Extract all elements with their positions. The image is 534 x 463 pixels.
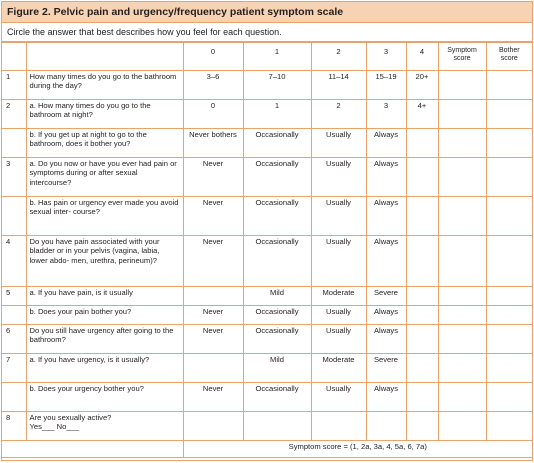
answer-option-4 — [406, 325, 438, 354]
answer-option-3: Always — [366, 197, 406, 236]
answer-option-3: 15–19 — [366, 71, 406, 100]
answer-option-1: Occasionally — [243, 236, 311, 287]
answer-option-2: Usually — [311, 129, 366, 158]
answer-option-1: Occasionally — [243, 325, 311, 354]
answer-option-3: Always — [366, 306, 406, 325]
table-row — [2, 306, 532, 325]
table-row — [2, 383, 532, 412]
answer-option-1: Occasionally — [243, 129, 311, 158]
answer-option-0: Never — [183, 197, 243, 236]
answer-option-2: Usually — [311, 306, 366, 325]
answer-option-3: Severe — [366, 354, 406, 383]
symptom-score-cell — [438, 412, 486, 441]
bother-score-cell — [486, 100, 532, 129]
header-col-2: 2 — [311, 43, 366, 71]
answer-option-1: 1 — [243, 100, 311, 129]
question-text: a. If you have pain, is it usually — [26, 287, 183, 306]
answer-option-0: 3–6 — [183, 71, 243, 100]
header-col-3: 3 — [366, 43, 406, 71]
answer-option-4: 4+ — [406, 100, 438, 129]
answer-option-2: Usually — [311, 383, 366, 412]
answer-option-4 — [406, 287, 438, 306]
table-row — [2, 287, 532, 306]
symptom-score-cell — [438, 236, 486, 287]
item-number — [2, 306, 26, 325]
answer-option-3: Always — [366, 158, 406, 197]
symptom-score-cell — [438, 197, 486, 236]
header-col-1: 1 — [243, 43, 311, 71]
answer-option-0: Never — [183, 306, 243, 325]
answer-option-2: Moderate — [311, 287, 366, 306]
item-number: 7 — [2, 354, 26, 383]
table-row — [2, 129, 532, 158]
answer-option-0: Never — [183, 158, 243, 197]
question-text: b. Has pain or urgency ever made you avoid sexual inter- course? — [26, 197, 183, 236]
symptom-score-cell — [438, 71, 486, 100]
header-col-0: 0 — [183, 43, 243, 71]
item-number: 8 — [2, 412, 26, 441]
bother-score-cell — [486, 287, 532, 306]
answer-option-3: Severe — [366, 287, 406, 306]
table-row — [2, 236, 532, 287]
figure-title: Figure 2. Pelvic pain and urgency/frequency patient symptom scale — [2, 2, 532, 23]
item-number: 5 — [2, 287, 26, 306]
answer-option-1: Mild — [243, 287, 311, 306]
answer-option-0 — [183, 412, 243, 441]
answer-option-2: Usually — [311, 158, 366, 197]
answer-option-1: Mild — [243, 354, 311, 383]
header-col-4: 4 — [406, 43, 438, 71]
symptom-score-cell — [438, 100, 486, 129]
answer-option-0 — [183, 354, 243, 383]
item-number: 4 — [2, 236, 26, 287]
answer-option-1 — [243, 412, 311, 441]
bother-score-cell — [486, 129, 532, 158]
item-number: 3 — [2, 158, 26, 197]
symptom-score-cell — [438, 354, 486, 383]
answer-option-3 — [366, 412, 406, 441]
answer-option-0: Never bothers — [183, 129, 243, 158]
answer-option-4 — [406, 158, 438, 197]
bother-score-cell — [486, 325, 532, 354]
answer-option-3: Always — [366, 129, 406, 158]
answer-option-1: Occasionally — [243, 306, 311, 325]
header-row — [2, 43, 532, 71]
answer-option-3: Always — [366, 383, 406, 412]
answer-option-1: Occasionally — [243, 383, 311, 412]
answer-option-1: Occasionally — [243, 197, 311, 236]
bother-score-cell — [486, 306, 532, 325]
symptom-score-cell — [438, 129, 486, 158]
symptom-score-formula: Symptom score = (1, 2a, 3a, 4, 5a, 6, 7a) — [183, 441, 532, 458]
answer-option-0: Never — [183, 383, 243, 412]
symptom-score-cell — [438, 158, 486, 197]
question-text: a. If you have urgency, is it usually? — [26, 354, 183, 383]
answer-option-4: 20+ — [406, 71, 438, 100]
header-bother-score: Bother score — [486, 43, 532, 71]
question-text: How many times do you go to the bathroom during the day? — [26, 71, 183, 100]
header-symptom-score: Symptom score — [438, 43, 486, 71]
answer-option-2: Usually — [311, 197, 366, 236]
bother-score-cell — [486, 197, 532, 236]
answer-option-2: Usually — [311, 236, 366, 287]
question-text: a. How many times do you go to the bathroom at night? — [26, 100, 183, 129]
table-row — [2, 354, 532, 383]
bother-score-cell — [486, 158, 532, 197]
answer-option-4 — [406, 197, 438, 236]
answer-option-4 — [406, 383, 438, 412]
answer-option-1: 7–10 — [243, 71, 311, 100]
item-number — [2, 129, 26, 158]
symptom-scale-figure — [1, 1, 533, 461]
item-number — [2, 197, 26, 236]
table-row — [2, 412, 532, 441]
bother-score-cell — [486, 354, 532, 383]
answer-option-2: 11–14 — [311, 71, 366, 100]
symptom-score-cell — [438, 287, 486, 306]
header-question-cell — [26, 43, 183, 71]
symptom-score-cell — [438, 325, 486, 354]
answer-option-4 — [406, 129, 438, 158]
answer-option-1: Occasionally — [243, 158, 311, 197]
answer-option-4 — [406, 412, 438, 441]
symptom-scale-table — [2, 42, 532, 458]
item-number: 2 — [2, 100, 26, 129]
table-row — [2, 325, 532, 354]
table-row — [2, 197, 532, 236]
bother-score-cell — [486, 383, 532, 412]
footer-row — [2, 441, 532, 458]
answer-option-2: Moderate — [311, 354, 366, 383]
symptom-score-cell — [438, 306, 486, 325]
answer-option-3: Always — [366, 236, 406, 287]
answer-option-3: Always — [366, 325, 406, 354]
table-row — [2, 158, 532, 197]
question-text: b. Does your urgency bother you? — [26, 383, 183, 412]
question-text: b. If you get up at night to go to the bathroom, does it bother you? — [26, 129, 183, 158]
question-text: Are you sexually active? Yes___ No___ — [26, 412, 183, 441]
question-text: Do you have pain associated with your bladder or in your pelvis (vagina, labia, lower abdo- men, urethra, perineum)? — [26, 236, 183, 287]
question-text: Do you still have urgency after going to the bathroom? — [26, 325, 183, 354]
table-row — [2, 71, 532, 100]
answer-option-0: Never — [183, 236, 243, 287]
bother-score-cell — [486, 412, 532, 441]
footer-blank — [2, 441, 183, 458]
item-number — [2, 383, 26, 412]
header-num-cell — [2, 43, 26, 71]
answer-option-2: Usually — [311, 325, 366, 354]
table-row — [2, 100, 532, 129]
answer-option-0: Never — [183, 325, 243, 354]
question-text: a. Do you now or have you ever had pain or symptoms during or after sexual intercourse? — [26, 158, 183, 197]
answer-option-3: 3 — [366, 100, 406, 129]
bother-score-cell — [486, 236, 532, 287]
item-number: 1 — [2, 71, 26, 100]
answer-option-4 — [406, 354, 438, 383]
answer-option-4 — [406, 236, 438, 287]
instruction-text: Circle the answer that best describes how you feel for each question. — [2, 23, 532, 42]
answer-option-2 — [311, 412, 366, 441]
answer-option-4 — [406, 306, 438, 325]
answer-option-2: 2 — [311, 100, 366, 129]
symptom-score-cell — [438, 383, 486, 412]
item-number: 6 — [2, 325, 26, 354]
question-text: b. Does your pain bother you? — [26, 306, 183, 325]
answer-option-0 — [183, 287, 243, 306]
answer-option-0: 0 — [183, 100, 243, 129]
bother-score-cell — [486, 71, 532, 100]
